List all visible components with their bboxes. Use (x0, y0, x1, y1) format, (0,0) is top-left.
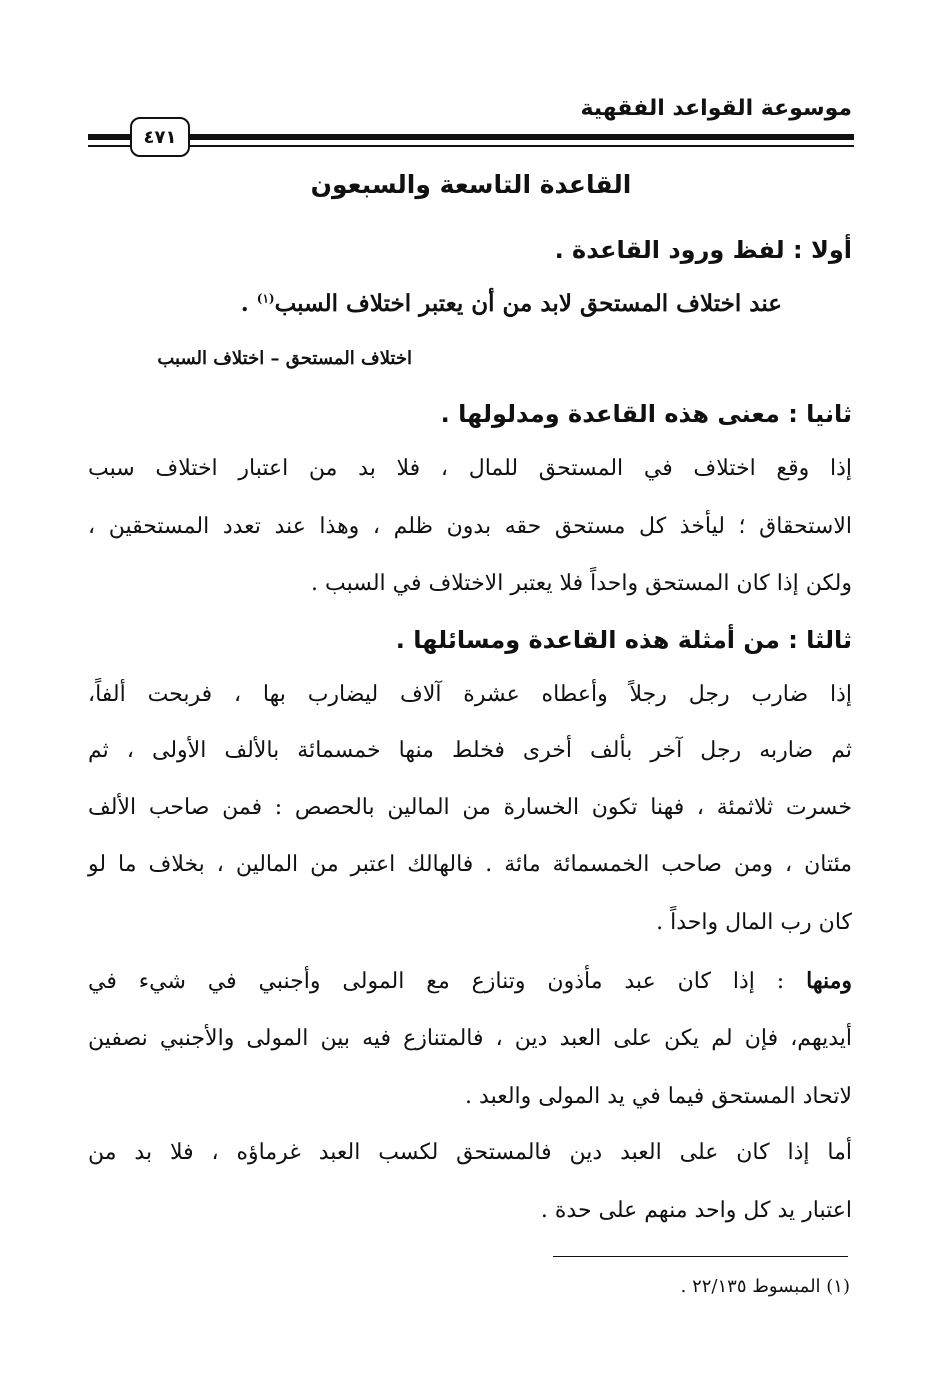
footnote-divider (553, 1256, 848, 1257)
section-heading-third: ثالثا : من أمثلة هذه القاعدة ومسائلها . (395, 626, 852, 654)
paragraph-line: اعتبار يد كل واحد منهم على حدة . (540, 1198, 852, 1223)
paragraph-line: أيديهم، فإن لم يكن على العبد دين ، فالمتنازع فيه بين المولى والأجنبي نصفين (88, 1026, 852, 1051)
paragraph-line: كان رب المال واحداً . (656, 910, 852, 935)
example-lead-word: ومنها (806, 968, 852, 994)
header-rule-thick (88, 134, 854, 140)
paragraph-line: الاستحقاق ؛ ليأخذ كل مستحق حقه بدون ظلم ، وهذا عند تعدد المستحقين ، (88, 514, 852, 539)
rule-statement-text: عند اختلاف المستحق لابد من أن يعتبر اختلاف السبب (274, 290, 782, 317)
section-heading-second: ثانيا : معنى هذه القاعدة ومدلولها . (440, 400, 852, 428)
example-lead-text: : إذا كان عبد مأذون وتنازع مع المولى وأجنبي في شيء في (88, 969, 807, 994)
rule-keywords: اختلاف المستحق – اختلاف السبب (157, 348, 412, 369)
header-rule-thin (88, 145, 854, 147)
paragraph-line: ولكن إذا كان المستحق واحداً فلا يعتبر الاختلاف في السبب . (310, 571, 852, 596)
paragraph-line-lead (88, 968, 852, 994)
paragraph-line: لاتحاد المستحق فيما في يد المولى والعبد . (465, 1084, 852, 1109)
paragraph-line: إذا وقع اختلاف في المستحق للمال ، فلا بد من اعتبار اختلاف سبب (88, 456, 852, 481)
book-title: موسوعة القواعد الفقهية (580, 96, 852, 121)
footnote-marker: (١) (256, 291, 275, 306)
paragraph-line: إذا ضارب رجل رجلاً وأعطاه عشرة آلاف ليضارب بها ، فربحت ألفاً، (88, 682, 852, 707)
paragraph-line: ثم ضاربه رجل آخر بألف أخرى فخلط منها خمسمائة بالألف الأولى ، ثم (88, 738, 852, 763)
paragraph-line: مئتان ، ومن صاحب الخمسمائة مائة . فالهالك اعتبر من المالين ، بخلاف ما لو (88, 852, 852, 877)
paragraph-line: أما إذا كان على العبد دين فالمستحق لكسب العبد غرماؤه ، فلا بد من (88, 1140, 852, 1165)
page-number: ٤٧١ (130, 117, 190, 157)
paragraph-line: خسرت ثلاثمئة ، فهنا تكون الخسارة من المالين بالحصص : فمن صاحب الألف (88, 795, 852, 820)
footnote: (١) المبسوط ٢٢/١٣٥ . (680, 1276, 850, 1297)
section-heading-first: أولا : لفظ ورود القاعدة . (554, 236, 852, 264)
rule-statement-end: . (240, 290, 257, 317)
rule-title: القاعدة التاسعة والسبعون (310, 170, 632, 199)
rule-statement (241, 290, 782, 317)
